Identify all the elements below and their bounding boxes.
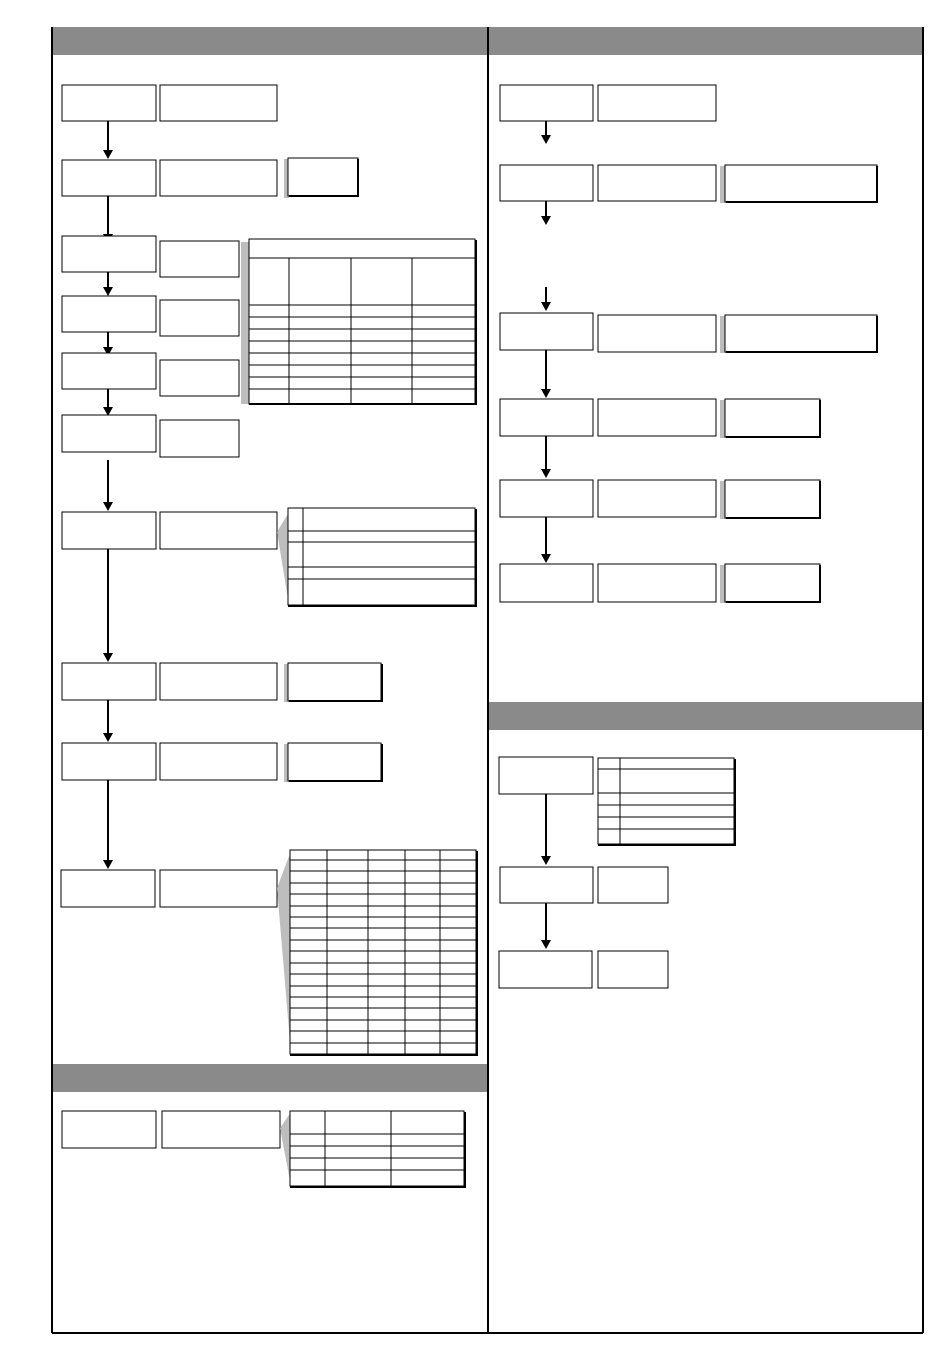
callout-box xyxy=(288,158,358,196)
arrow-head xyxy=(541,940,551,949)
step-box xyxy=(500,165,593,201)
step-box xyxy=(62,663,156,700)
step-box xyxy=(62,512,156,549)
arrow-head xyxy=(541,856,551,865)
step-detail-box xyxy=(160,663,277,700)
step-box xyxy=(62,743,156,780)
section-header-right-top xyxy=(489,27,923,55)
arrow-head xyxy=(103,502,113,511)
arrow-head xyxy=(541,389,551,398)
step-detail-box xyxy=(598,951,668,988)
right-bottom-flow xyxy=(499,757,735,988)
section-header-right-bottom xyxy=(489,702,923,730)
step-box xyxy=(499,757,593,794)
step-detail-box xyxy=(598,165,716,201)
step-detail-box xyxy=(598,399,716,436)
callout-box xyxy=(725,315,877,352)
step-detail-box xyxy=(598,85,716,121)
step-detail-box xyxy=(160,512,277,549)
step-box xyxy=(500,480,593,517)
option-table xyxy=(288,508,475,605)
callout-box xyxy=(288,743,381,781)
callout-box xyxy=(725,399,820,437)
step-box xyxy=(62,353,156,389)
step-box xyxy=(500,85,593,121)
arrow-head xyxy=(103,733,113,742)
step-detail-box xyxy=(160,160,277,196)
arrow-head xyxy=(103,860,113,869)
reference-table xyxy=(249,239,475,404)
left-bottom-flow xyxy=(62,1111,465,1188)
mode-table xyxy=(598,758,734,844)
step-detail-box xyxy=(160,300,239,336)
right-top-flow xyxy=(500,85,877,603)
step-box xyxy=(500,313,593,350)
step-box xyxy=(62,1111,156,1148)
step-box xyxy=(500,564,593,602)
summary-table xyxy=(290,1111,464,1186)
step-box xyxy=(62,296,156,332)
arrow-head xyxy=(541,469,551,478)
arrow-head xyxy=(541,135,551,144)
step-box xyxy=(61,870,155,907)
arrow-head xyxy=(103,287,113,296)
step-box xyxy=(62,415,156,452)
callout-box xyxy=(725,165,877,202)
arrow-head xyxy=(103,653,113,662)
step-detail-box xyxy=(160,743,277,780)
step-box xyxy=(62,160,156,196)
arrow-head xyxy=(541,216,551,225)
step-box xyxy=(499,951,592,988)
step-detail-box xyxy=(598,315,716,352)
callout-pointer xyxy=(277,512,289,605)
step-detail-box xyxy=(160,241,239,277)
arrow-head xyxy=(541,302,551,311)
callout-box xyxy=(288,663,381,701)
callout-pointer xyxy=(277,851,291,1054)
step-detail-box xyxy=(598,564,716,602)
step-detail-box xyxy=(598,480,716,517)
step-box xyxy=(62,236,156,272)
step-detail-box xyxy=(160,870,277,907)
section-header-left-bottom xyxy=(52,1064,488,1092)
step-box xyxy=(62,85,156,121)
arrow-head xyxy=(103,150,113,159)
step-box xyxy=(500,867,593,903)
step-detail-box xyxy=(162,1111,280,1148)
callout-box xyxy=(725,564,820,602)
value-table xyxy=(290,850,476,1054)
left-top-flow xyxy=(61,85,477,1056)
step-detail-box xyxy=(160,420,239,457)
table-shadow xyxy=(241,242,249,404)
callout-box xyxy=(725,480,820,518)
callout-pointer xyxy=(280,1112,291,1186)
section-header-left-top xyxy=(52,27,488,55)
arrow-head xyxy=(541,554,551,563)
step-detail-box xyxy=(160,360,239,396)
step-detail-box xyxy=(160,85,277,121)
step-box xyxy=(500,399,593,436)
step-detail-box xyxy=(598,867,668,903)
